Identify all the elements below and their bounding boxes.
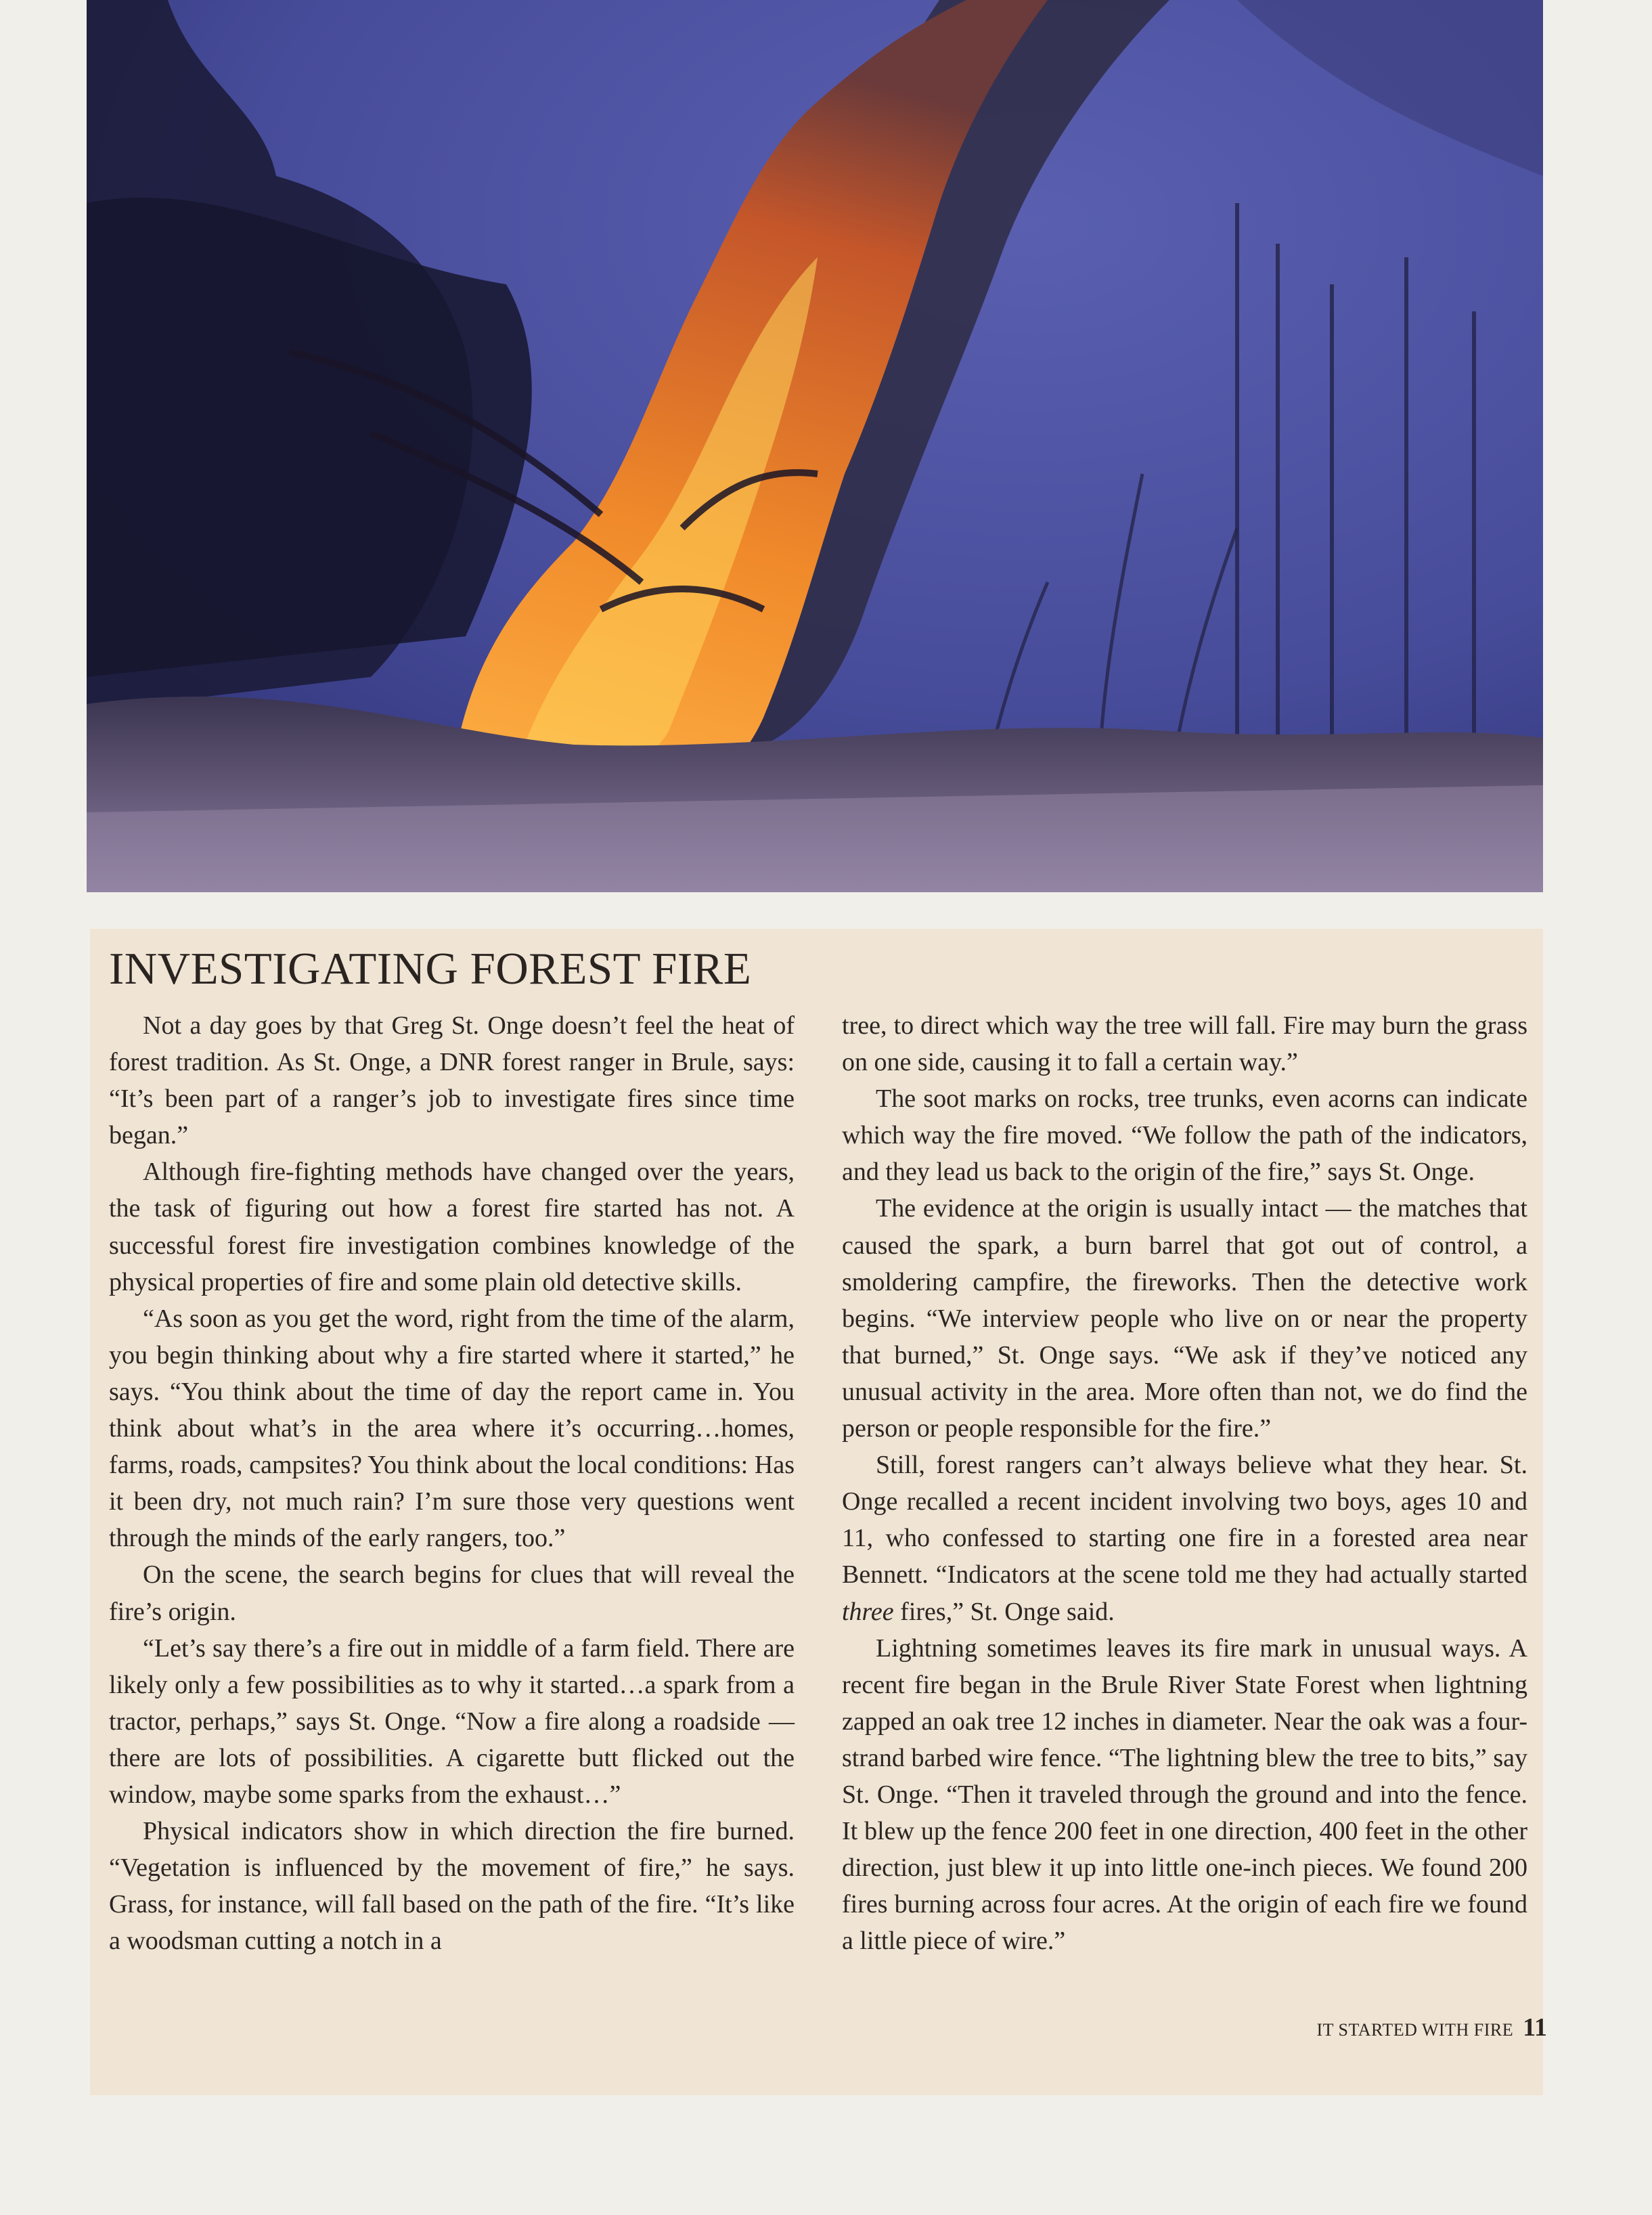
- incident-emphasis: three: [842, 1597, 894, 1626]
- paragraph: The soot marks on rocks, tree trunks, even acorns can indicate which way the fire moved. “We follow the path of the indicators, and they lead us back to the origin of the fire,” says St. Onge.: [842, 1084, 1527, 1187]
- incident-text-before: Still, forest rangers can’t always believe what they hear. St. Onge recalled a recent incident involving two boys, ages 10 and 11, who confessed to starting one fire in a forested area near Bennett. “Indicators at the scene told me they had actually started: [842, 1451, 1527, 1589]
- paragraph: “As soon as you get the word, right from the time of the alarm, you begin thinking about why a fire started where it started,” he says. “You think about the time of day the report came in. You think about what’s in the area where it’s occurring…homes, farms, roads, campsites? You think about the local conditions: Has it been dry, not much rain? I’m sure those very questions went through the minds of the early rangers, too.”: [109, 1304, 795, 1553]
- paragraph: “Let’s say there’s a fire out in middle of a farm field. There are likely only a few possibilities as to why it started…a spark from a tractor, perhaps,” says St. Onge. “Now a fire along a roadside — there are lots of possibilities. A cigarette butt flicked out the window, maybe some sparks from the exhaust…”: [109, 1633, 795, 1809]
- left-column: [109, 1007, 795, 1959]
- running-title: IT STARTED WITH FIRE: [1316, 2020, 1514, 2040]
- paragraph: On the scene, the search begins for clues that will reveal the fire’s origin.: [109, 1560, 795, 1626]
- fire-illustration: [87, 0, 1543, 892]
- paragraph: The evidence at the origin is usually intact — the matches that caused the spark, a burn barrel that got out of control, a smoldering campfire, the fireworks. Then the detective work begins. “We interview people who live on or near the property that burned,” St. Onge says. “We ask if they’ve noticed any unusual activity in the area. More often than not, we do find the person or people responsible for the fire.”: [842, 1194, 1527, 1443]
- paragraph: Physical indicators show in which direction the fire burned. “Vegetation is influenced by the movement of fire,” he says. Grass, for instance, will fall based on the path of the fire. “It’s like a woodsman cutting a notch in a: [109, 1817, 795, 1956]
- paragraph: Although fire-fighting methods have changed over the years, the task of figuring out how a forest fire started has not. A successful forest fire investigation combines knowledge of the physical properties of fire and some plain old detective skills.: [109, 1158, 795, 1296]
- paragraph: Lightning sometimes leaves its fire mark in unusual ways. A recent fire began in the Brule River State Forest when lightning zapped an oak tree 12 inches in diameter. Near the oak was a four-strand barbed wire fence. “The lightning blew the tree to bits,” say St. Onge. “Then it traveled through the ground and into the fence. It blew up the fence 200 feet in one direction, 400 feet in the other direction, just blew it up into little one-inch pieces. We found 200 fires burning across four acres. At the origin of each fire we found a little piece of wire.”: [842, 1633, 1527, 1956]
- article-sidebar: [90, 929, 1543, 2095]
- paragraph-continuation: tree, to direct which way the tree will fall. Fire may burn the grass on one side, causing it to fall a certain way.”: [842, 1011, 1527, 1077]
- incident-text-after: fires,” St. Onge said.: [893, 1597, 1115, 1626]
- forest-fire-photo: [87, 0, 1543, 892]
- page-footer: [1316, 2013, 1547, 2042]
- paragraph-incident: [842, 1447, 1527, 1629]
- page-number: 11: [1523, 2013, 1547, 2042]
- article-headline: INVESTIGATING FOREST FIRE: [109, 944, 752, 994]
- right-column: [842, 1007, 1527, 1959]
- paragraph: Not a day goes by that Greg St. Onge doesn’t feel the heat of forest tradition. As St. Onge, a DNR forest ranger in Brule, says: “It’s been part of a ranger’s job to investigate fires since time began.”: [109, 1011, 795, 1150]
